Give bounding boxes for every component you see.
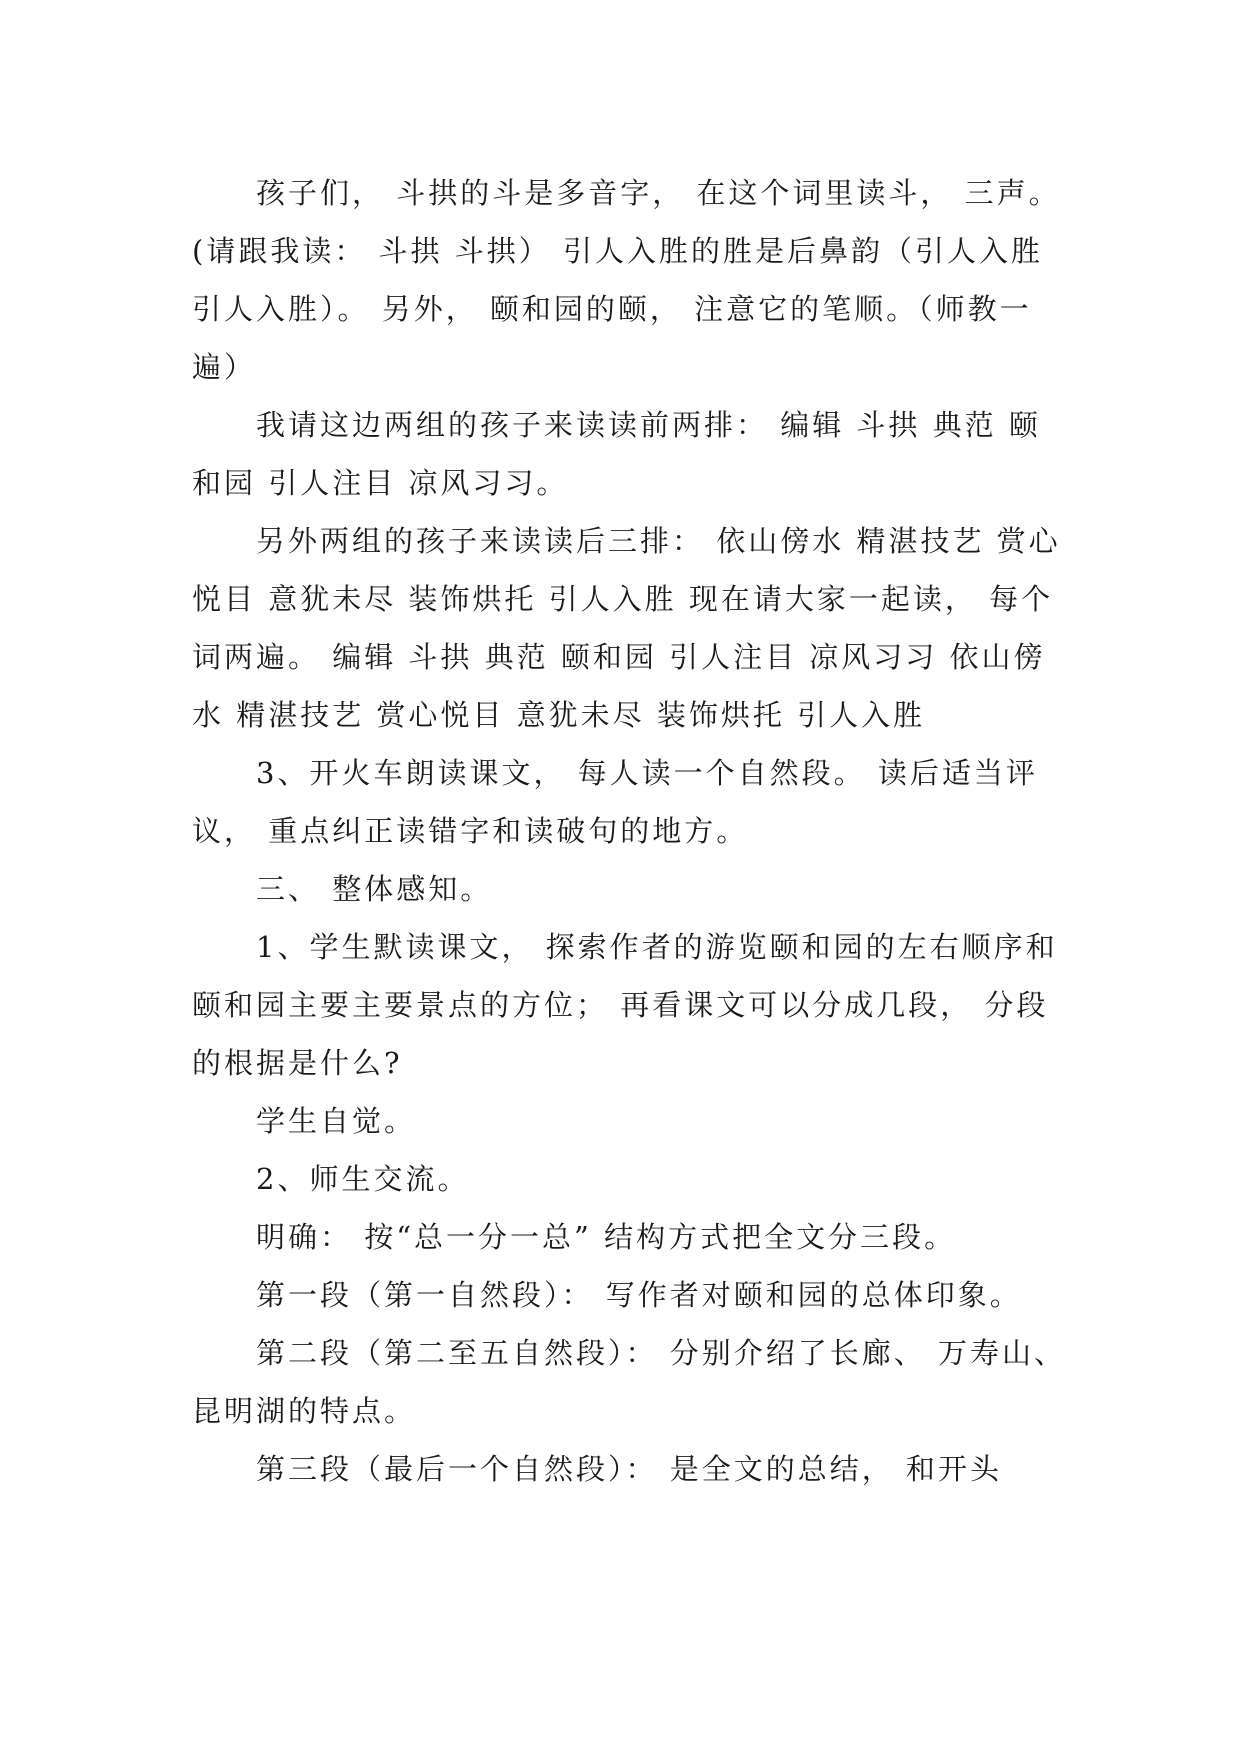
- paragraph: 我请这边两组的孩子来读读前两排： 编辑 斗拱 典范 颐和园 引人注目 凉风习习。: [192, 408, 1041, 500]
- paragraph: 学生自觉。: [256, 1104, 417, 1138]
- paragraph: 孩子们， 斗拱的斗是多音字， 在这个词里读斗， 三声。(请跟我读： 斗拱 斗拱） 引人入胜的胜是后鼻韵（引人入胜 引人入胜）。 另外， 颐和园的颐， 注意它的笔顺。（师教一遍）: [192, 176, 1061, 384]
- paragraph: 2、师生交流。: [256, 1162, 470, 1196]
- paragraph: 明确： 按“总一分一总” 结构方式把全文分三段。: [256, 1220, 957, 1254]
- paragraph: 第三段（最后一个自然段）： 是全文的总结， 和开头: [256, 1452, 1002, 1486]
- document-body: [192, 164, 1072, 1498]
- paragraph: 第二段（第二至五自然段）： 分别介绍了长廊、 万寿山、昆明湖的特点。: [192, 1336, 1066, 1428]
- section-heading: 三、 整体感知。: [256, 872, 493, 906]
- paragraph: 3、开火车朗读课文， 每人读一个自然段。 读后适当评议， 重点纠正读错字和读破句的地方。: [192, 756, 1038, 848]
- paragraph: 1、学生默读课文， 探索作者的游览颐和园的左右顺序和颐和园主要主要景点的方位； 再看课文可以分成几段， 分段的根据是什么?: [192, 930, 1058, 1080]
- paragraph: 第一段（第一自然段）： 写作者对颐和园的总体印象。: [256, 1278, 1022, 1312]
- paragraph: 另外两组的孩子来读读后三排： 依山傍水 精湛技艺 赏心悦目 意犹未尽 装饰烘托 引人入胜 现在请大家一起读， 每个词两遍。 编辑 斗拱 典范 颐和园 引人注目 凉风习习 依山傍水 精湛技艺 赏心悦目 意犹未尽 装饰烘托 引人入胜: [192, 524, 1061, 732]
